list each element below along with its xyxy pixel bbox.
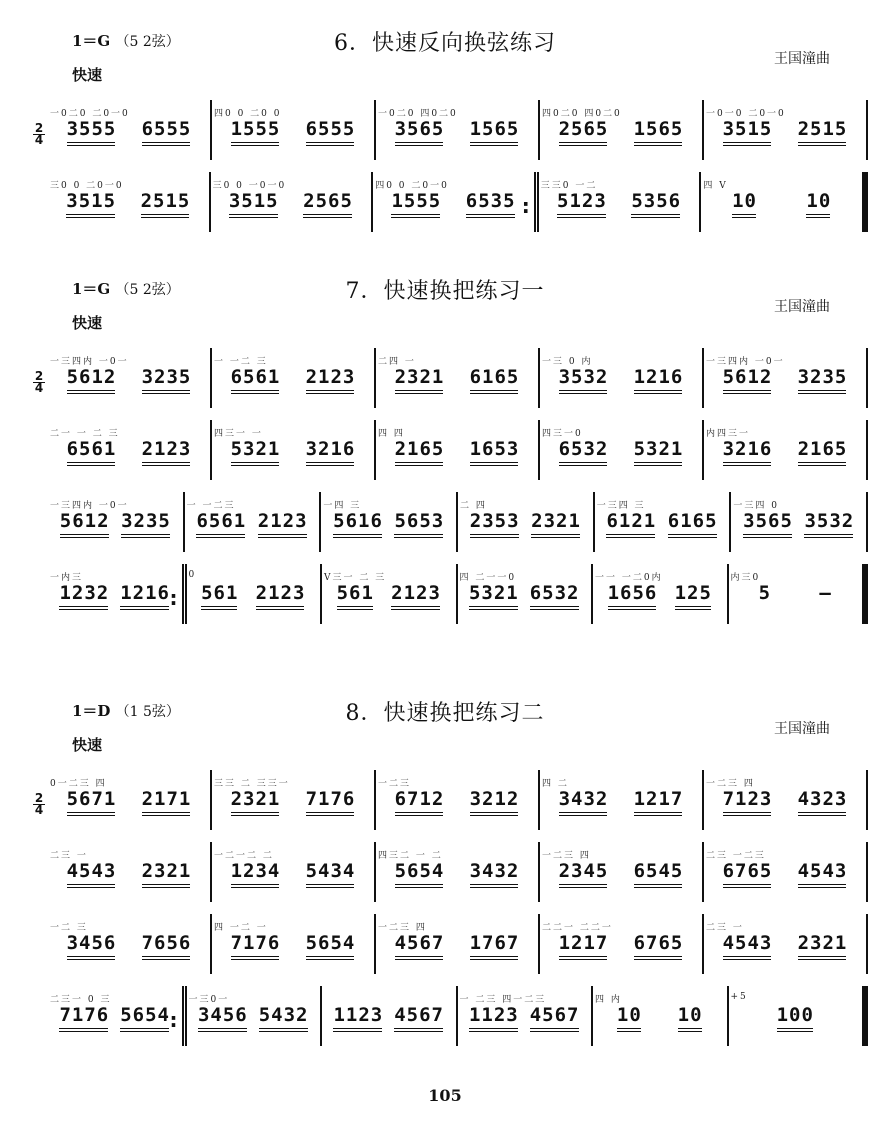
exercise-title: 6．快速反向换弦练习: [334, 31, 556, 56]
note-group: 4567: [394, 1004, 444, 1032]
measure: [376, 770, 540, 830]
staff-rows: [36, 336, 868, 624]
fingering-marks: 二 四: [460, 501, 487, 511]
staff-row: [36, 336, 868, 408]
note-group: 100: [777, 1004, 814, 1032]
note-group: 6535: [466, 190, 516, 218]
fingering-marks: 一三 0 内: [542, 357, 593, 367]
note-group: 2321: [798, 932, 848, 960]
note-group: 5: [758, 582, 772, 604]
fingering-marks: 二三 一: [706, 923, 744, 933]
note-group: 6165: [668, 510, 718, 538]
measure: [539, 172, 702, 232]
fingering-marks: 0: [188, 570, 197, 580]
time-signature: [32, 123, 46, 146]
note-group: 2345: [559, 860, 609, 888]
note-group: 3532: [804, 510, 854, 538]
fingering-marks: 一 二三 四一二三: [459, 995, 547, 1005]
note-group: 6765: [723, 860, 773, 888]
note-group: 1216: [120, 582, 170, 610]
note-group: 5123: [557, 190, 607, 218]
note-group: 7176: [306, 788, 356, 816]
fingering-marks: 三三0 一二: [540, 181, 598, 191]
fingering-marks: 四0二0 四0二0: [542, 109, 622, 119]
note-group: 3432: [470, 860, 520, 888]
measure-list: [36, 492, 868, 552]
note-group: 3212: [470, 788, 520, 816]
measure: [48, 914, 212, 974]
note-group: 5612: [67, 366, 117, 394]
note-group: 10: [678, 1004, 703, 1032]
measure-list: [36, 564, 868, 624]
measure: [376, 420, 540, 480]
fingering-marks: 四 四: [378, 429, 405, 439]
note-group: 6561: [196, 510, 246, 538]
tempo-marking: 快速: [72, 314, 103, 332]
note-group: 3565: [395, 118, 445, 146]
note-group: 1555: [391, 190, 441, 218]
note-group: 3515: [723, 118, 773, 146]
note-group: 2515: [798, 118, 848, 146]
note-group: 4323: [798, 788, 848, 816]
fingering-marks: 一一 一二0内: [595, 573, 663, 583]
note-group: 1216: [634, 366, 684, 394]
fingering-marks: 四0 0 二0 0: [214, 109, 282, 119]
note-group: 10: [617, 1004, 642, 1032]
fingering-marks: 一0二0 四0二0: [378, 109, 458, 119]
measure: [458, 564, 594, 624]
note-group: 5653: [394, 510, 444, 538]
fingering-marks: 四 内: [595, 995, 622, 1005]
measure: [211, 172, 374, 232]
note-group: 1565: [470, 118, 520, 146]
fingering-marks: 一三四内 一0一: [50, 501, 129, 511]
note-group: 3565: [743, 510, 793, 538]
note-group: 3555: [67, 118, 117, 146]
measure: [187, 986, 323, 1046]
fingering-marks: 一三四内 一0一: [706, 357, 785, 367]
staff-rows: [36, 88, 868, 232]
note-group: 3216: [723, 438, 773, 466]
measure-list: [36, 842, 868, 902]
note-group: 5356: [631, 190, 681, 218]
note-group: 1217: [634, 788, 684, 816]
measure: [729, 986, 869, 1046]
staff-rows: [36, 758, 868, 1046]
note-group: 4543: [67, 860, 117, 888]
note-group: 1653: [470, 438, 520, 466]
key-label: 1＝D: [72, 702, 116, 720]
note-group: 2321: [395, 366, 445, 394]
note-group: 6545: [634, 860, 684, 888]
note-group: 5612: [60, 510, 110, 538]
staff-row: [36, 902, 868, 974]
fingering-marks: 一二三 四: [378, 923, 427, 933]
note-group: 4543: [798, 860, 848, 888]
measure: [540, 348, 704, 408]
note-group: 3216: [306, 438, 356, 466]
note-group: 7176: [59, 1004, 109, 1032]
fingering-marks: 二一 一 二 三: [50, 429, 120, 439]
measure-list: [36, 986, 868, 1046]
note-group: 3532: [559, 366, 609, 394]
note-group: 2321: [231, 788, 281, 816]
note-group: 3456: [67, 932, 117, 960]
measure-list: [36, 172, 868, 232]
note-group: 2165: [395, 438, 445, 466]
measure-list: [36, 914, 868, 974]
measure: [704, 842, 868, 902]
measure: [731, 492, 868, 552]
fingering-marks: 一三0一: [188, 995, 230, 1005]
measure: [212, 100, 376, 160]
fingering-marks: 四 二一一0: [459, 573, 517, 583]
time-signature-top: 2: [34, 369, 44, 383]
measure: [48, 100, 212, 160]
note-group: 5612: [723, 366, 773, 394]
measure-list: [36, 100, 868, 160]
time-signature: [32, 793, 46, 816]
measure: [48, 564, 187, 624]
note-group: 6712: [395, 788, 445, 816]
measure: [540, 914, 704, 974]
note-group: 1232: [59, 582, 109, 610]
note-group: 5321: [231, 438, 281, 466]
time-signature-bottom: 4: [34, 133, 44, 147]
measure: [48, 770, 212, 830]
note-group: 3515: [229, 190, 279, 218]
measure: [704, 770, 868, 830]
fingering-marks: 三0 0 一0一0: [212, 181, 287, 191]
fingering-marks: 四0 0 二0一0: [375, 181, 449, 191]
note-group: 4567: [395, 932, 445, 960]
string-tuning: （5 2弦）: [115, 34, 180, 50]
time-signature-top: 2: [34, 121, 44, 135]
fingering-marks: 四 二: [542, 779, 569, 789]
measure: [376, 842, 540, 902]
note-group: 5654: [120, 1004, 170, 1032]
measure: [540, 420, 704, 480]
measure: [373, 172, 539, 232]
time-signature-bottom: 4: [34, 803, 44, 817]
note-group: 5321: [634, 438, 684, 466]
note-group: 6532: [559, 438, 609, 466]
note-group: 6555: [142, 118, 192, 146]
fingering-marks: 内三0: [730, 573, 761, 583]
fingering-marks: 一二三 四: [706, 779, 755, 789]
composer-credit: 王国潼曲: [774, 51, 830, 67]
fingering-marks: 一 一二三: [186, 501, 236, 511]
exercise-title: 8．快速换把练习二: [345, 701, 545, 726]
note-group: 2123: [306, 366, 356, 394]
fingering-marks: 一二三: [378, 779, 412, 789]
measure: [48, 172, 211, 232]
note-group: 6561: [231, 366, 281, 394]
fingering-marks: 一二 三: [50, 923, 88, 933]
composer-credit: 王国潼曲: [774, 721, 830, 737]
fingering-marks: 三0 0 二0一0: [50, 181, 124, 191]
fingering-marks: 四三二 一 二: [378, 851, 443, 861]
note-group: 1767: [470, 932, 520, 960]
measure: [212, 914, 376, 974]
note-group: 6121: [606, 510, 656, 538]
measure: [540, 842, 704, 902]
tempo-marking: 快速: [72, 736, 103, 754]
fingering-marks: 一内三: [50, 573, 84, 583]
fingering-marks: 一 一二 三: [214, 357, 268, 367]
note-group: 1656: [608, 582, 658, 610]
note-group: 2321: [531, 510, 581, 538]
fingering-marks: +5: [730, 992, 748, 1002]
note-group: 1555: [231, 118, 281, 146]
note-group: 3235: [121, 510, 171, 538]
staff-row: [36, 974, 868, 1046]
note-group: 6532: [530, 582, 580, 610]
measure: [48, 986, 187, 1046]
note-group: 3456: [198, 1004, 248, 1032]
fingering-marks: 一二三 四: [542, 851, 591, 861]
fingering-marks: 一0二0 二0一0: [50, 109, 130, 119]
fingering-marks: 一二一二 二: [214, 851, 274, 861]
measure: [376, 348, 540, 408]
measure: [593, 986, 729, 1046]
note-group: 1234: [231, 860, 281, 888]
exercise-title: 7．快速换把练习一: [345, 279, 545, 304]
fingering-marks: 一三四内 一0一: [50, 357, 129, 367]
note-group: 2123: [142, 438, 192, 466]
fingering-marks: 0一二三 四: [50, 779, 107, 789]
measure-list: [36, 420, 868, 480]
note-group: 6555: [306, 118, 356, 146]
note-group: 3235: [798, 366, 848, 394]
fingering-marks: 四 V: [703, 181, 728, 191]
note-group: 2321: [142, 860, 192, 888]
note-group: 10: [732, 190, 757, 218]
staff-row: [36, 758, 868, 830]
staff-row: [36, 480, 868, 552]
time-signature-top: 2: [34, 791, 44, 805]
measure: [376, 914, 540, 974]
composer-credit: 王国潼曲: [774, 299, 830, 315]
measure-list: [36, 348, 868, 408]
time-signature: [32, 371, 46, 394]
key-label: 1＝G: [72, 280, 116, 298]
string-tuning: （5 2弦）: [115, 282, 180, 298]
fingering-marks: 二三 一二三: [706, 851, 766, 861]
measure: [458, 986, 594, 1046]
note-group: 4543: [723, 932, 773, 960]
fingering-marks: 一四 三: [323, 501, 362, 511]
measure: [321, 492, 458, 552]
note-group: 5321: [469, 582, 519, 610]
measure: [48, 348, 212, 408]
measure: [593, 564, 729, 624]
note-group: 5432: [259, 1004, 309, 1032]
note-group: 2165: [798, 438, 848, 466]
measure: [212, 770, 376, 830]
note-group: 1123: [469, 1004, 519, 1032]
measure: [212, 420, 376, 480]
note-group: 4567: [530, 1004, 580, 1032]
measure-list: [36, 770, 868, 830]
note-group: 6765: [634, 932, 684, 960]
note-group: 7176: [231, 932, 281, 960]
time-signature-bottom: 4: [34, 381, 44, 395]
fingering-marks: 四三一 一: [214, 429, 263, 439]
note-group: 10: [806, 190, 831, 218]
measure: [48, 842, 212, 902]
staff-row: [36, 830, 868, 902]
measure: [48, 420, 212, 480]
note-group: 1565: [634, 118, 684, 146]
string-tuning: （1 5弦）: [115, 704, 180, 720]
measure: [701, 172, 868, 232]
note-group: 2123: [256, 582, 306, 610]
note-group: –: [819, 582, 832, 604]
fingering-marks: 内四三一: [706, 429, 751, 439]
staff-row: [36, 408, 868, 480]
fingering-marks: 一三四 0: [733, 501, 779, 511]
note-group: 5654: [395, 860, 445, 888]
fingering-marks: 二三一 0 三: [50, 995, 112, 1005]
measure: [704, 100, 868, 160]
note-group: 5671: [67, 788, 117, 816]
key-label: 1＝G: [72, 32, 116, 50]
fingering-marks: 四 一二 一: [214, 923, 268, 933]
note-group: 2123: [258, 510, 308, 538]
note-group: 561: [337, 582, 374, 610]
staff-row: [36, 88, 868, 160]
note-group: 3515: [66, 190, 116, 218]
measure: [704, 348, 868, 408]
note-group: 3235: [142, 366, 192, 394]
page-number: 105: [428, 1086, 462, 1105]
measure: [540, 100, 704, 160]
measure: [704, 914, 868, 974]
measure: [704, 420, 868, 480]
measure: [376, 100, 540, 160]
note-group: 6561: [67, 438, 117, 466]
staff-row: [36, 552, 868, 624]
note-group: 5434: [306, 860, 356, 888]
note-group: 7656: [142, 932, 192, 960]
fingering-marks: 二二一 二二一: [542, 923, 613, 933]
note-group: 6165: [470, 366, 520, 394]
note-group: 2353: [470, 510, 520, 538]
note-group: 125: [675, 582, 712, 610]
fingering-marks: 二四 一: [378, 357, 416, 367]
measure: [185, 492, 322, 552]
fingering-marks: 一0一0 二0一0: [706, 109, 786, 119]
note-group: 2123: [391, 582, 441, 610]
measure: [595, 492, 732, 552]
fingering-marks: V三一 二 三: [324, 573, 387, 583]
fingering-marks: 一三四 三: [596, 501, 646, 511]
note-group: 3432: [559, 788, 609, 816]
measure: [187, 564, 323, 624]
note-group: 5654: [306, 932, 356, 960]
note-group: 561: [201, 582, 238, 610]
measure: [322, 564, 458, 624]
note-group: 2565: [303, 190, 353, 218]
fingering-marks: 二三 一: [50, 851, 88, 861]
measure: [212, 348, 376, 408]
note-group: 5616: [333, 510, 383, 538]
measure: [729, 564, 869, 624]
note-group: 2171: [142, 788, 192, 816]
note-group: 1217: [559, 932, 609, 960]
note-group: 1123: [333, 1004, 383, 1032]
measure: [322, 986, 458, 1046]
measure: [458, 492, 595, 552]
measure: [212, 842, 376, 902]
note-group: 7123: [723, 788, 773, 816]
note-group: 2565: [559, 118, 609, 146]
measure: [540, 770, 704, 830]
staff-row: [36, 160, 868, 232]
fingering-marks: 四三一0: [542, 429, 583, 439]
tempo-marking: 快速: [72, 66, 103, 84]
measure: [48, 492, 185, 552]
note-group: 2515: [141, 190, 191, 218]
fingering-marks: 三三 二 三三一: [214, 779, 290, 789]
